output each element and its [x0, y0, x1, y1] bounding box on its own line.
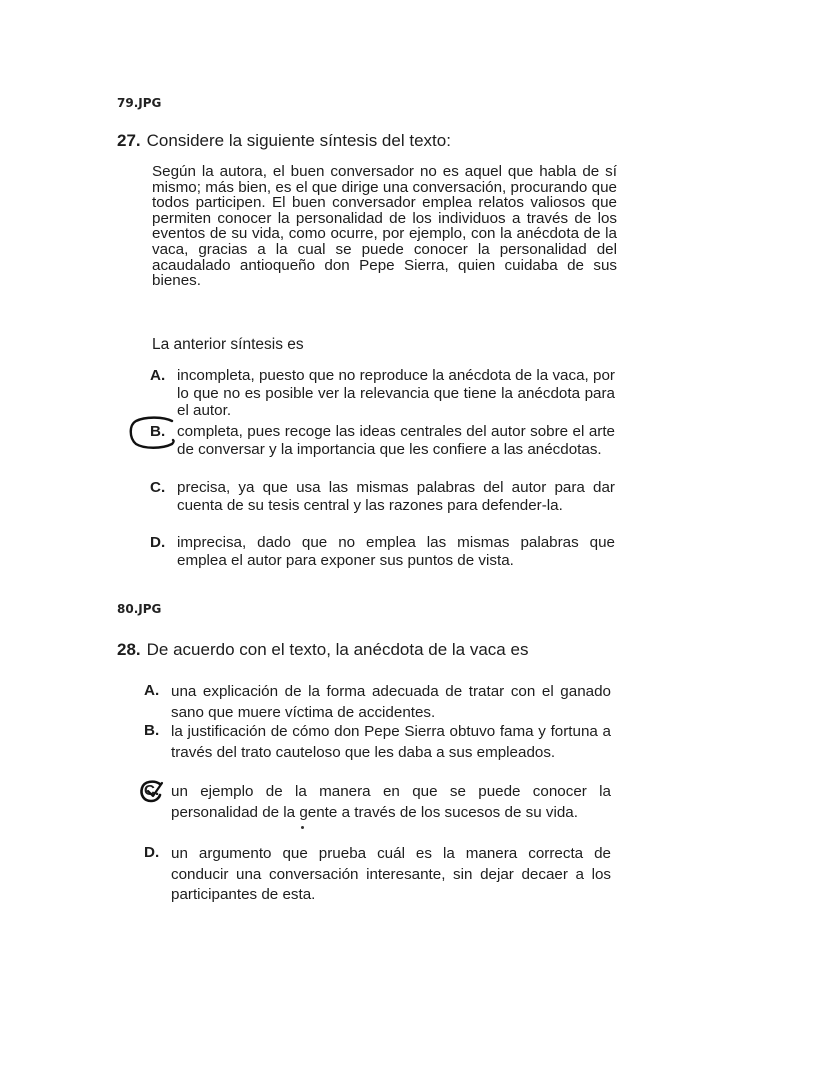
option-letter: B. [150, 423, 166, 440]
option-text: un argumento que prueba cuál es la manera correcta de conducir una conversación interesante, sin dejar decaer a los participantes de esta. [171, 845, 611, 903]
option-text: una explicación de la forma adecuada de tratar con el ganado sano que muere víctima de accidentes. [171, 683, 611, 721]
option-letter: A. [144, 682, 160, 699]
file-label-79: 79.JPG [117, 96, 162, 110]
option-letter: B. [144, 722, 160, 739]
option-text: la justificación de cómo don Pepe Sierra obtuvo fama y fortuna a través del trato cauteloso que les daba a sus empleados. [171, 723, 611, 761]
file-label-80: 80.JPG [117, 602, 162, 616]
option-text: imprecisa, dado que no emplea las mismas palabras que emplea el autor para exponer sus puntos de vista. [177, 534, 615, 569]
option-27-a [150, 367, 617, 421]
option-28-a [144, 682, 611, 724]
option-28-b [144, 722, 611, 784]
stray-dot [301, 826, 304, 829]
option-letter: C. [150, 479, 166, 496]
option-text: un ejemplo de la manera en que se puede conocer la personalidad de la gente a través de los sucesos de su vida. [171, 783, 611, 821]
option-letter: A. [150, 367, 166, 384]
option-letter: C. [144, 782, 160, 799]
option-letter: D. [150, 534, 166, 551]
option-text: precisa, ya que usa las mismas palabras del autor para dar cuenta de su tesis central y las razones para defender-la. [177, 479, 615, 514]
option-27-c [150, 479, 617, 533]
question-28-title [117, 640, 528, 660]
question-27-prompt: Considere la siguiente síntesis del texto: [146, 131, 451, 150]
option-text: completa, pues recoge las ideas centrales del autor sobre el arte de conversar y la importancia que les confiere a las anécdotas. [177, 423, 615, 458]
question-28-prompt: De acuerdo con el texto, la anécdota de la vaca es [146, 640, 529, 659]
question-28-number: 28. [117, 640, 141, 659]
synthesis-text: Según la autora, el buen conversador no es aquel que habla de sí mismo; más bien, es el que dirige una conversación, procurando que todos participen. El buen conversador emplea relatos valiosos que permiten conocer la personalidad de los individuos a través de los eventos de su vida, como ocurre, por ejemplo, con la anécdota de la vaca, gracias a la cual se puede conocer la personalidad del acaudalado antioqueño don Pepe Sierra, quien cuidaba de sus bienes. [152, 163, 617, 290]
question-27-number: 27. [117, 131, 141, 150]
option-text: incompleta, puesto que no reproduce la anécdota de la vaca, por lo que no es posible ver la relevancia que tiene la anécdota para el autor. [177, 367, 615, 420]
question-27-title [117, 131, 451, 151]
option-letter: D. [144, 844, 160, 861]
option-28-c [144, 782, 611, 844]
option-27-b [150, 423, 617, 477]
option-28-d [144, 844, 611, 906]
synthesis-lead: La anterior síntesis es [152, 336, 304, 353]
option-27-d [150, 534, 617, 570]
